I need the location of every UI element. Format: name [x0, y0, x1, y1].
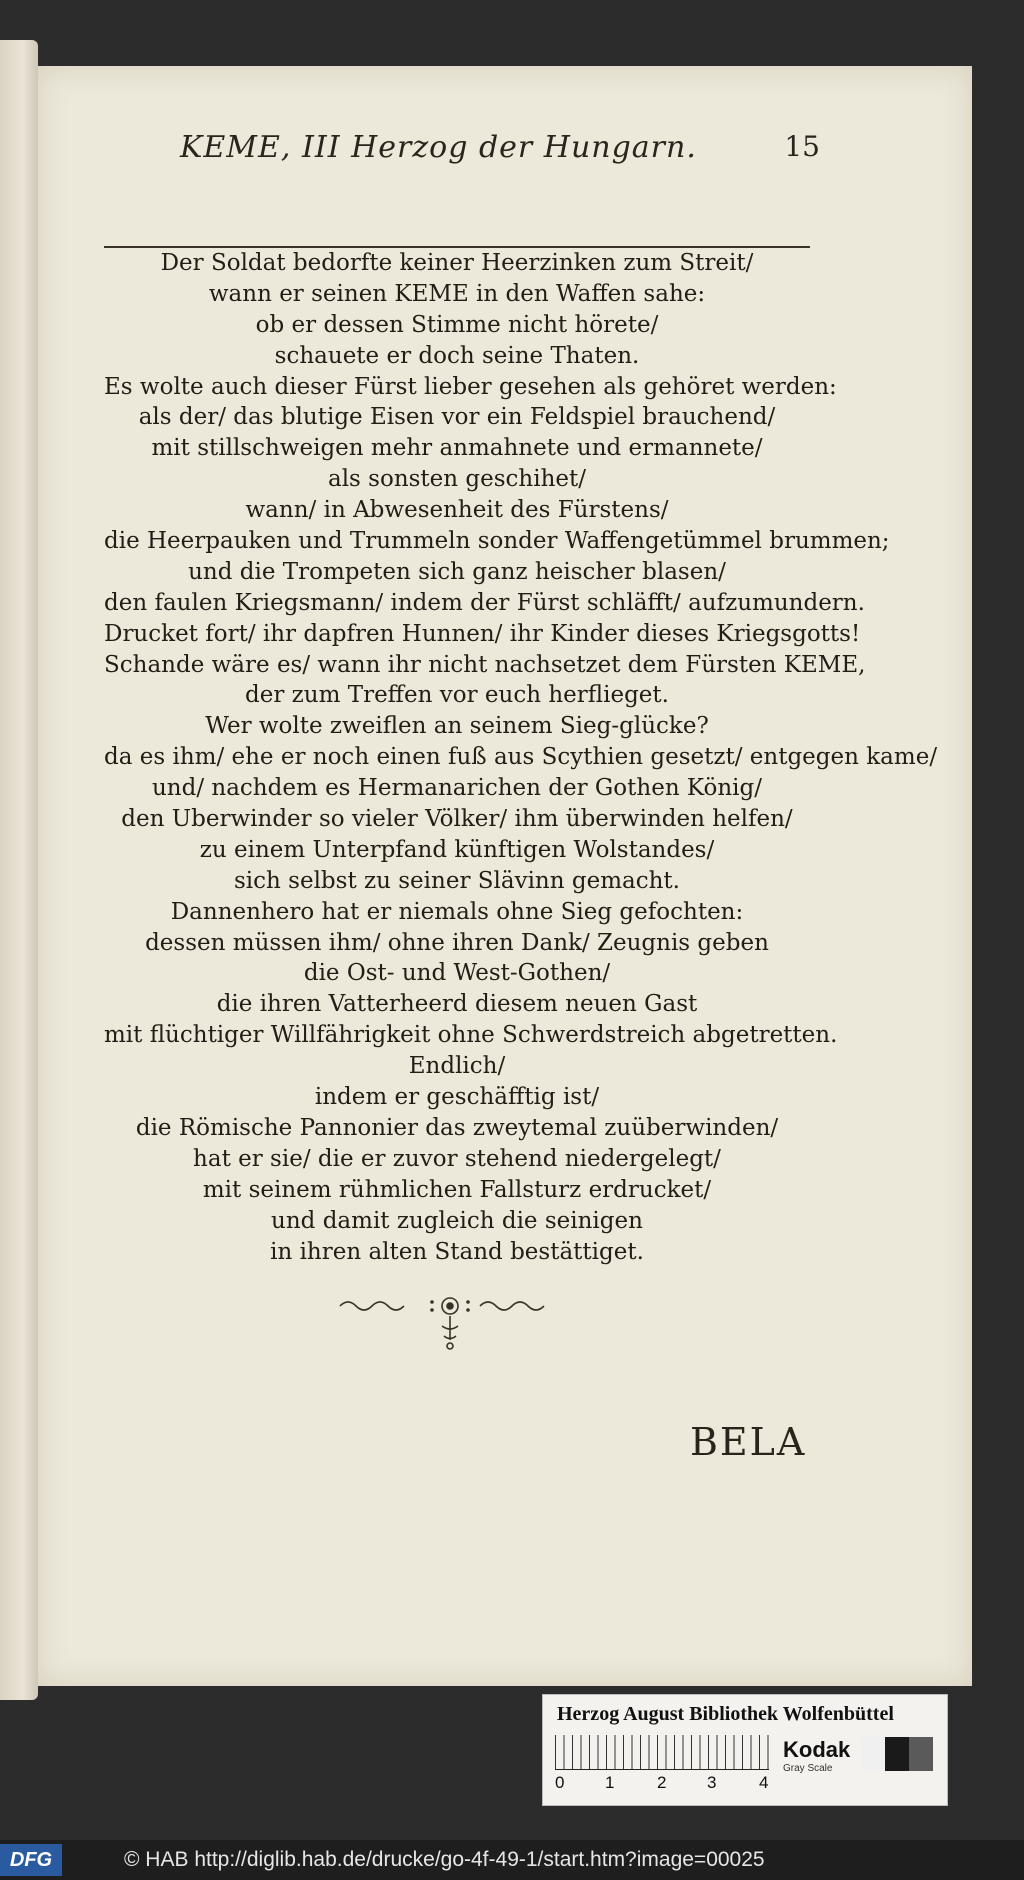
catchword: BELA — [690, 1420, 807, 1464]
text-line: sich selbst zu seiner Slävinn gemacht. — [234, 867, 680, 894]
text-line: zu einem Unterpfand künftigen Wolstandes/ — [199, 836, 715, 863]
text-line: Wer wolte zweiflen an seinem Sieg-glücke? — [205, 713, 709, 740]
text-line: wann er seinen KEME in den Waffen sahe: — [208, 280, 706, 307]
ruler-number: 1 — [605, 1773, 615, 1792]
kodak-gray-scale: Gray Scale — [783, 1763, 833, 1774]
text-line: mit flüchtiger Willfährigkeit ohne Schwerdstreich abgetretten. — [104, 1022, 838, 1049]
text-line: die ihren Vatterheerd diesem neuen Gast — [216, 991, 698, 1018]
text-line: die Römische Pannonier das zweytemal zuüberwinden/ — [135, 1114, 779, 1141]
library-name: Herzog August Bibliothek Wolfenbüttel — [557, 1703, 894, 1725]
text-line: Drucket fort/ ihr dapfren Hunnen/ ihr Kinder dieses Kriegsgotts! — [104, 620, 861, 647]
text-line: mit stillschweigen mehr anmahnete und ermannete/ — [151, 435, 763, 462]
running-head-title: KEME, III Herzog der Hungarn. — [180, 130, 697, 165]
gray-patch — [885, 1737, 909, 1771]
running-head — [180, 130, 820, 170]
credit-link[interactable]: © HAB http://diglib.hab.de/drucke/go-4f-49-1/start.htm?image=00025 — [124, 1848, 765, 1871]
body-text — [104, 248, 938, 1267]
text-line: dessen müssen ihm/ ohne ihren Dank/ Zeugnis geben — [145, 929, 769, 956]
printers-ornament-icon — [320, 1292, 580, 1362]
text-line: und die Trompeten sich ganz heischer blasen/ — [188, 558, 726, 585]
text-line: Es wolte auch dieser Fürst lieber gesehen als gehöret werden: — [104, 373, 837, 400]
text-line: hat er sie/ die er zuvor stehend niedergelegt/ — [193, 1145, 721, 1172]
text-line: den faulen Kriegsmann/ indem der Fürst schläfft/ aufzumundern. — [104, 589, 865, 616]
gray-patch — [909, 1737, 933, 1771]
ruler-number: 3 — [707, 1773, 717, 1792]
text-line: als sonsten geschihet/ — [327, 466, 587, 493]
text-line: da es ihm/ ehe er noch einen fuß aus Scythien gesetzt/ entgegen kame/ — [104, 744, 938, 771]
ruler-number: 4 — [759, 1773, 769, 1792]
ruler-number: 2 — [657, 1773, 667, 1792]
text-line: Dannenhero hat er niemals ohne Sieg gefochten: — [170, 898, 744, 925]
text-line: der zum Treffen vor euch herflieget. — [245, 682, 669, 709]
text-line: als der/ das blutige Eisen vor ein Feldspiel brauchend/ — [138, 404, 776, 431]
gray-scale-patches — [861, 1737, 933, 1771]
text-line: den Uberwinder so vieler Völker/ ihm überwinden helfen/ — [121, 806, 793, 833]
facing-page-edge — [0, 40, 38, 1700]
dfg-logo: DFG — [0, 1844, 62, 1876]
kodak-label — [783, 1737, 850, 1774]
text-line: Der Soldat bedorfte keiner Heerzinken zum Streit/ — [160, 250, 754, 276]
kodak-brand: Kodak — [783, 1737, 851, 1762]
text-line: mit seinem rühmlichen Fallsturz erdrucket/ — [202, 1176, 712, 1203]
footer-bar — [0, 1840, 1024, 1880]
text-line: Endlich/ — [408, 1053, 506, 1080]
text-line: und damit zugleich die seinigen — [271, 1207, 643, 1234]
text-line: die Heerpauken und Trummeln sonder Waffengetümmel brummen; — [104, 528, 890, 555]
ruler-scale — [555, 1735, 769, 1770]
ruler-numbers — [555, 1773, 769, 1793]
page-number: 15 — [784, 130, 820, 163]
text-line: ob er dessen Stimme nicht hörete/ — [255, 311, 659, 338]
text-line: Schande wäre es/ wann ihr nicht nachsetzet dem Fürsten KEME, — [104, 651, 866, 678]
gray-patch — [861, 1737, 885, 1771]
text-line: in ihren alten Stand bestättiget. — [270, 1238, 644, 1265]
text-line: indem er geschäfftig ist/ — [314, 1084, 600, 1111]
text-line: und/ nachdem es Hermanarichen der Gothen König/ — [151, 775, 762, 802]
text-line: wann/ in Abwesenheit des Fürstens/ — [245, 497, 669, 524]
ruler-number: 0 — [555, 1773, 565, 1792]
text-line: schauete er doch seine Thaten. — [274, 342, 640, 369]
text-line: die Ost- und West-Gothen/ — [303, 960, 611, 987]
library-color-card — [542, 1694, 948, 1806]
